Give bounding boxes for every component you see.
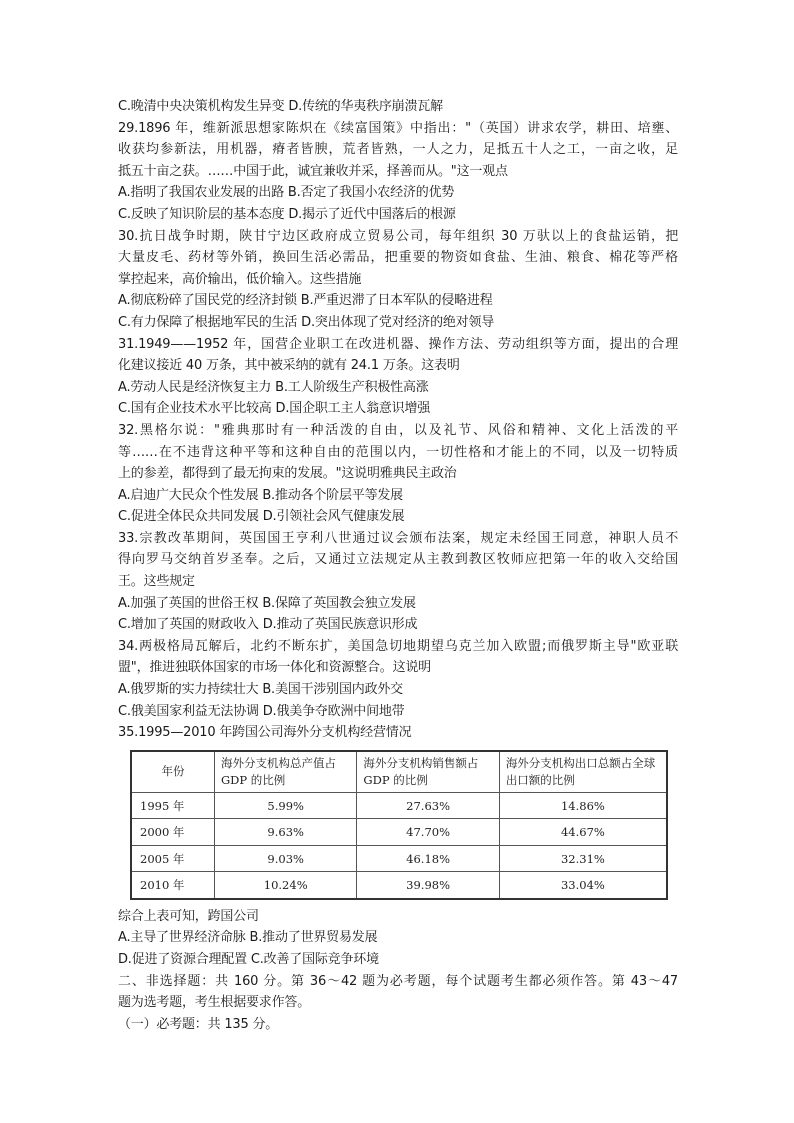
table-row: [131, 819, 667, 846]
table-row: [131, 845, 667, 872]
q35-data-table: [130, 750, 668, 900]
header-year: 年份: [131, 751, 215, 793]
q32-options-ab: A.启迪广大民众个性发展 B.推动各个阶层平等发展: [118, 487, 403, 503]
q35-data-table-wrap: [130, 750, 668, 900]
q31-stem-line: 化建议接近 40 万条，其中被采纳的就有 24.1 万条。这表明: [118, 358, 460, 374]
q29-stem-line: 抵五十亩之获。……中国于此，诚宜兼收并采，择善而从。"这一观点: [118, 163, 508, 179]
q35-options-dc: D.促进了资源合理配置 C.改善了国际竞争环境: [118, 952, 379, 967]
table-row: [131, 792, 667, 819]
q30-options-cd: C.有力保障了根据地军民的生活 D.突出体现了党对经济的绝对领导: [118, 314, 495, 330]
table-header-row: [131, 751, 667, 793]
section2-heading-line: 二、非选择题：共 160 分。第 36～42 题为必考题，每个试题考生都必须作答。第 43～47: [118, 973, 678, 989]
q30-stem-line: 掌控起来，高价输出，低价输入。这些措施: [118, 271, 362, 287]
q33-stem-line: 33.宗教改革期间，英国国王亨利八世通过议会颁布法案，规定未经国王同意，神职人员不: [118, 530, 678, 546]
cell-output-gdp: 10.24%: [215, 872, 357, 899]
cell-output-gdp: 9.63%: [215, 819, 357, 846]
q32-stem-line: 上的参差，都得到了最无拘束的发展。"这说明雅典民主政治: [118, 466, 457, 482]
cell-year: 2010 年: [131, 872, 215, 899]
q34-stem-line: 盟"，推进独联体国家的市场一体化和资源整合。这说明: [118, 660, 431, 676]
q33-options-cd: C.增加了英国的财政收入 D.推动了英国民族意识形成: [118, 617, 418, 633]
cell-sales-gdp: 47.70%: [357, 819, 499, 846]
q34-stem-line: 34.两极格局瓦解后，北约不断东扩，美国急切地期望乌克兰加入欧盟;而俄罗斯主导"欧亚联: [118, 638, 678, 654]
q35-stem-line: 35.1995—2010 年跨国公司海外分支机构经营情况: [118, 725, 412, 741]
q31-stem-line: 31.1949——1952 年，国营企业职工在改进机器、操作方法、劳动组织等方面，提出的合理: [118, 336, 678, 352]
q29-options-ab: A.指明了我国农业发展的出路 B.否定了我国小农经济的优势: [118, 185, 455, 201]
section2-heading-line: 题为选考题，考生根据要求作答。: [118, 995, 311, 1011]
q32-options-cd: C.促进全体民众共同发展 D.引领社会风气健康发展: [118, 509, 405, 525]
q29-stem-line: 收获均参新法，用机器，瘠者皆腴，荒者皆熟，一人之力，足抵五十人之工，一亩之收，足: [118, 142, 678, 158]
cell-year: 2000 年: [131, 819, 215, 846]
q35-options-ab: A.主导了世界经济命脉 B.推动了世界贸易发展: [118, 930, 378, 946]
q29-options-cd: C.反映了知识阶层的基本态度 D.揭示了近代中国落后的根源: [118, 206, 456, 222]
q33-stem-line: 得向罗马交纳首岁圣奉。之后，又通过立法规定从主教到教区牧师应把第一年的收入交给国: [118, 552, 678, 568]
q29-stem-line: 29.1896 年，维新派思想家陈炽在《续富国策》中指出："（英国）讲求农学，耕田、培壅、: [118, 120, 678, 136]
required-questions-heading: （一）必考题：共 135 分。: [118, 1016, 279, 1032]
q30-stem-line: 30.抗日战争时期，陕甘宁边区政府成立贸易公司，每年组织 30 万驮以上的食盐运销，把: [118, 228, 678, 244]
exam-page: [118, 96, 678, 1035]
cell-export-share: 44.67%: [499, 819, 667, 846]
q30-options-ab: A.彻底粉碎了国民党的经济封锁 B.严重迟滞了日本军队的侵略进程: [118, 293, 493, 309]
header-sales-gdp: 海外分支机构销售额占GDP 的比例: [357, 751, 499, 793]
cell-sales-gdp: 46.18%: [357, 845, 499, 872]
cell-output-gdp: 5.99%: [215, 792, 357, 819]
cell-year: 2005 年: [131, 845, 215, 872]
header-output-gdp: 海外分支机构总产值占GDP 的比例: [215, 751, 357, 793]
q32-stem-line: 32.黑格尔说："雅典那时有一种活泼的自由，以及礼节、风俗和精神、文化上活泼的平: [118, 422, 678, 438]
q31-options-ab: A.劳动人民是经济恢复主力 B.工人阶级生产积极性高涨: [118, 379, 429, 395]
q32-stem-line: 等……在不违背这种平等和这种自由的范围以内，一切性格和才能上的不同，以及一切特质: [118, 444, 678, 460]
q35-stem-line: 综合上表可知，跨国公司: [118, 908, 259, 924]
table-row: [131, 872, 667, 899]
q34-options-ab: A.俄罗斯的实力持续壮大 B.美国干涉别国内政外交: [118, 682, 403, 698]
cell-sales-gdp: 27.63%: [357, 792, 499, 819]
q31-options-cd: C.国有企业技术水平比较高 D.国企职工主人翁意识增强: [118, 401, 431, 417]
cell-export-share: 33.04%: [499, 872, 667, 899]
q30-stem-line: 大量皮毛、药材等外销，换回生活必需品，把重要的物资如食盐、生油、粮食、棉花等严格: [118, 250, 678, 266]
cell-output-gdp: 9.03%: [215, 845, 357, 872]
header-export-share: 海外分支机构出口总额占全球出口额的比例: [499, 751, 667, 793]
q28-options-cd: C.晚清中央决策机构发生异变 D.传统的华夷秩序崩溃瓦解: [118, 99, 443, 114]
q33-options-ab: A.加强了英国的世俗王权 B.保障了英国教会独立发展: [118, 595, 416, 611]
q33-stem-line: 王。这些规定: [118, 574, 195, 590]
cell-export-share: 14.86%: [499, 792, 667, 819]
q34-options-cd: C.俄美国家利益无法协调 D.俄美争夺欧洲中间地带: [118, 703, 405, 719]
cell-export-share: 32.31%: [499, 845, 667, 872]
cell-sales-gdp: 39.98%: [357, 872, 499, 899]
cell-year: 1995 年: [131, 792, 215, 819]
